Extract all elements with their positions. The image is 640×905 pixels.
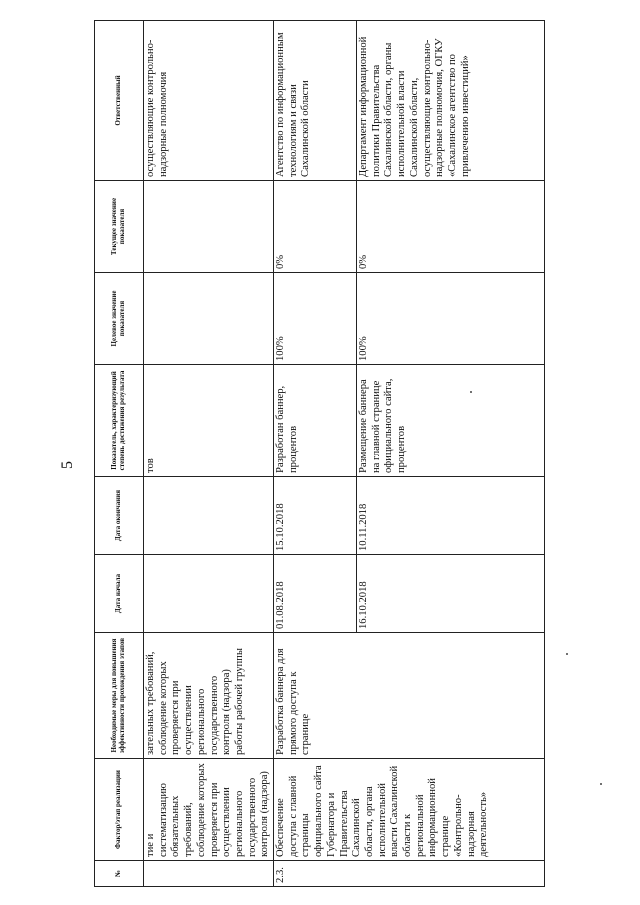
header-current-value: Текущее значение показателя xyxy=(95,181,144,273)
header-start-date: Дата начала xyxy=(95,555,144,633)
cell-current-value: 0% xyxy=(274,181,357,273)
page-number: 5 xyxy=(59,461,76,469)
action-plan-table xyxy=(94,20,545,887)
cell-start-date: 01.08.2018 xyxy=(274,555,357,633)
cell-end-date xyxy=(144,477,274,555)
cell-target-value xyxy=(144,273,274,365)
cell-target-value: 100% xyxy=(274,273,357,365)
cell-indicator: Разработан баннер, процентов xyxy=(274,365,357,477)
table-header-row xyxy=(95,21,144,887)
cell-current-value: 0% xyxy=(357,181,545,273)
cell-start-date xyxy=(144,555,274,633)
cell-current-value xyxy=(144,181,274,273)
table-row xyxy=(274,21,357,887)
cell-number: 2.3. xyxy=(274,861,545,887)
cell-responsible: осуществляющие контрольно-надзорные полномочия xyxy=(144,21,274,181)
header-target-value: Целевое значение показателя xyxy=(95,273,144,365)
header-factor: Фактор/этап реализации xyxy=(95,759,144,861)
cell-number xyxy=(144,861,274,887)
header-end-date: Дата окончания xyxy=(95,477,144,555)
cell-factor: тие и систематизацию обязательных требований, соблюдение которых проверяется при осуществлении регионального государственного контроля (надзора) xyxy=(144,759,274,861)
cell-start-date: 16.10.2018 xyxy=(357,555,545,633)
cell-target-value: 100% xyxy=(357,273,545,365)
header-responsible: Ответственный xyxy=(95,21,144,181)
table-row xyxy=(144,21,274,887)
cell-measures: Разработка баннера для прямого доступа к странице xyxy=(274,633,545,759)
header-measures: Необходимые меры для повышения эффективности прохождения этапов xyxy=(95,633,144,759)
scan-speck xyxy=(470,391,472,393)
cell-measures: зательных требований, соблюдение которых проверяется при осуществлении регионального государственного контроля (надзора) работы рабочей группы xyxy=(144,633,274,759)
cell-responsible: Департамент информационной политики Правительства Сахалинской области, органы исполнительной власти Сахалинской области, осуществляющие контрольно-надзорные полномочия, ОГКУ «Сахалинское агентство по привлечению инвестиций» xyxy=(357,21,545,181)
cell-end-date: 10.11.2018 xyxy=(357,477,545,555)
header-number: № xyxy=(95,861,144,887)
header-indicator: Показатель, характеризующий степень достижения результата xyxy=(95,365,144,477)
cell-responsible: Агентство по информационным технологиям и связи Сахалинской области xyxy=(274,21,357,181)
cell-indicator: тов xyxy=(144,365,274,477)
scan-speck xyxy=(600,783,602,785)
scan-speck xyxy=(566,653,568,655)
cell-indicator: Размещение баннера на главной странице официального сайта, процентов xyxy=(357,365,545,477)
cell-end-date: 15.10.2018 xyxy=(274,477,357,555)
cell-factor: Обеспечение доступа с главной страницы официального сайта Губернатора и Правительства Сахалинской области, органа исполнительной власти Сахалинской области к региональной информационной странице «Контрольно-надзорная деятельность» xyxy=(274,759,545,861)
